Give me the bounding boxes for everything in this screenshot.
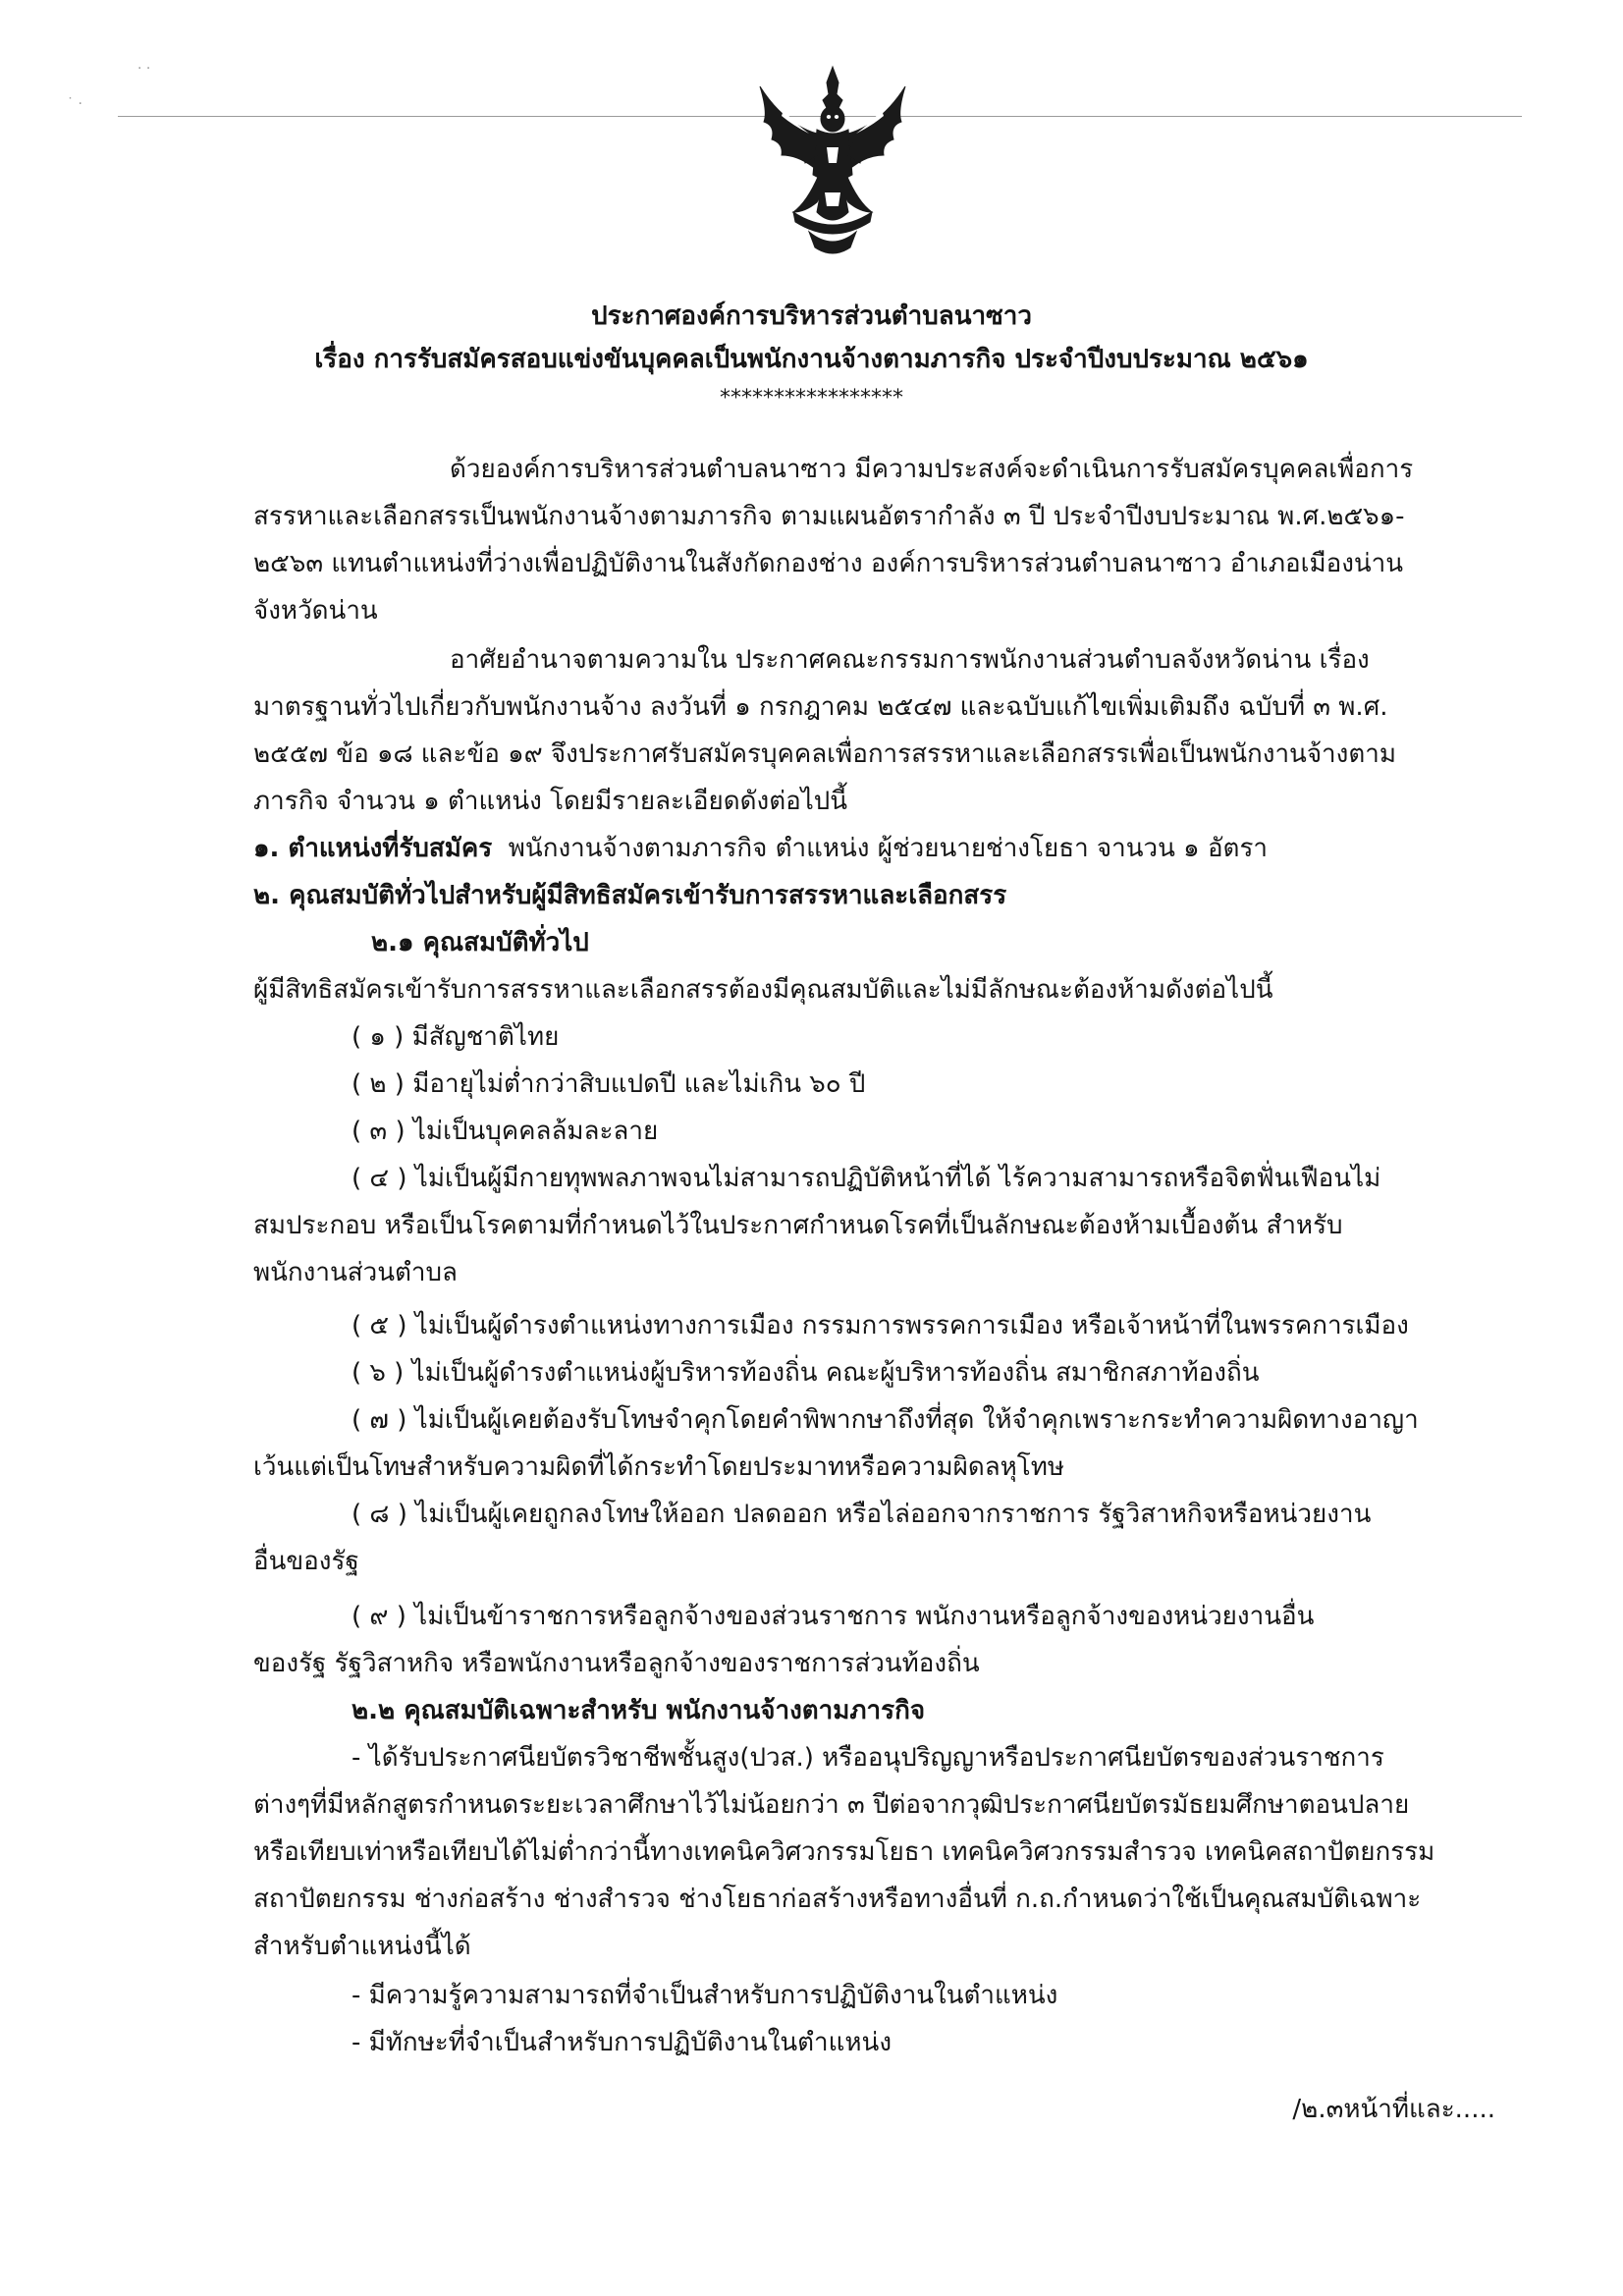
intro-p2-line: มาตรฐานทั่วไปเกี่ยวกับพนักงานจ้าง ลงวันที่ ๑ กรกฎาคม ๒๕๔๗ และฉบับแก้ไขเพิ่มเติมถึง ฉบับที่ ๓ พ.ศ. <box>253 692 1388 722</box>
section-2-1-heading: ๒.๑ คุณสมบัติทั่วไป <box>371 928 589 957</box>
announcement-title: ประกาศองค์การบริหารส่วนตำบลนาซาว <box>591 301 1032 331</box>
section-1-text: พนักงานจ้างตามภารกิจ ตำแหน่ง ผู้ช่วยนายช่างโยธา จานวน ๑ อัตรา <box>508 834 1269 863</box>
announcement-subject: เรื่อง การรับสมัครสอบแข่งขันบุคคลเป็นพนักงานจ้างตามภารกิจ ประจำปีงบประมาณ ๒๕๖๑ <box>314 345 1309 374</box>
qualification-item: ( ๗ ) ไม่เป็นผู้เคยต้องรับโทษจำคุกโดยคำพิพากษาถึงที่สุด ให้จำคุกเพราะกระทำความผิดทางอาญา <box>352 1405 1419 1435</box>
qualification-item-cont: ของรัฐ รัฐวิสาหกิจ หรือพนักงานหรือลูกจ้างของราชการส่วนท้องถิ่น <box>253 1649 980 1678</box>
scan-speck: · · <box>137 61 151 77</box>
section-2-1-intro: ผู้มีสิทธิสมัครเข้ารับการสรรหาและเลือกสรรต้องมีคุณสมบัติและไม่มีลักษณะต้องห้ามดังต่อไปนี้ <box>253 975 1273 1005</box>
qualification-item: ( ๖ ) ไม่เป็นผู้ดำรงตำแหน่งผู้บริหารท้องถิ่น คณะผู้บริหารท้องถิ่น สมาชิกสภาท้องถิ่น <box>352 1358 1260 1388</box>
section-2-heading: ๒. คุณสมบัติทั่วไปสำหรับผู้มีสิทธิสมัครเข้ารับการสรรหาและเลือกสรร <box>253 881 1007 910</box>
garuda-emblem-icon <box>754 65 911 261</box>
specific-qualification-line: - มีความรู้ความสามารถที่จำเป็นสำหรับการปฏิบัติงานในตำแหน่ง <box>352 1981 1058 2010</box>
continued-marker: /๒.๓หน้าที่และ..... <box>1292 2095 1495 2124</box>
specific-qualification-line: สถาปัตยกรรม ช่างก่อสร้าง ช่างสำรวจ ช่างโยธาก่อสร้างหรือทางอื่นที่ ก.ถ.กำหนดว่าใช้เป็นคุณสมบัติเฉพาะ <box>253 1885 1422 1914</box>
title-separator: ***************** <box>720 386 903 410</box>
intro-p1-line: ๒๕๖๓ แทนตำแหน่งที่ว่างเพื่อปฏิบัติงานในสังกัดกองช่าง องค์การบริหารส่วนตำบลนาซาว อำเภอเมืองน่าน <box>253 549 1404 578</box>
specific-qualification-line: สำหรับตำแหน่งนี้ได้ <box>253 1932 471 1961</box>
specific-qualification-line: ต่างๆที่มีหลักสูตรกำหนดระยะเวลาศึกษาไว้ไม่น้อยกว่า ๓ ปีต่อจากวุฒิประกาศนียบัตรมัธยมศึกษาตอนปลาย <box>253 1790 1410 1820</box>
qualification-item: ( ๓ ) ไม่เป็นบุคคลล้มละลาย <box>352 1117 659 1146</box>
intro-p1-line: สรรหาและเลือกสรรเป็นพนักงานจ้างตามภารกิจ ตามแผนอัตรากำลัง ๓ ปี ประจำปีงบประมาณ พ.ศ.๒๕๖๑- <box>253 502 1405 531</box>
qualification-item: ( ๔ ) ไม่เป็นผู้มีกายทุพพลภาพจนไม่สามารถปฏิบัติหน้าที่ได้ ไร้ความสามารถหรือจิตฟั่นเฟือนไม่ <box>352 1164 1381 1193</box>
intro-p2-line: ๒๕๕๗ ข้อ ๑๘ และข้อ ๑๙ จึงประกาศรับสมัครบุคคลเพื่อการสรรหาและเลือกสรรเพื่อเป็นพนักงานจ้างตาม <box>253 739 1396 769</box>
qualification-item: ( ๙ ) ไม่เป็นข้าราชการหรือลูกจ้างของส่วนราชการ พนักงานหรือลูกจ้างของหน่วยงานอื่น <box>352 1602 1315 1631</box>
qualification-item-cont: สมประกอบ หรือเป็นโรคตามที่กำหนดไว้ในประกาศกำหนดโรคที่เป็นลักษณะต้องห้ามเบื้องต้น สำหรับ <box>253 1211 1343 1240</box>
intro-p1-line: ด้วยองค์การบริหารส่วนตำบลนาซาว มีความประสงค์จะดำเนินการรับสมัครบุคคลเพื่อการ <box>450 455 1414 484</box>
qualification-item: ( ๑ ) มีสัญชาติไทย <box>352 1022 560 1052</box>
scan-speck: ˙ · <box>67 96 82 112</box>
qualification-item: ( ๘ ) ไม่เป็นผู้เคยถูกลงโทษให้ออก ปลดออก หรือไล่ออกจากราชการ รัฐวิสาหกิจหรือหน่วยงาน <box>352 1500 1372 1529</box>
intro-p2-line: อาศัยอำนาจตามความใน ประกาศคณะกรรมการพนักงานส่วนตำบลจังหวัดน่าน เรื่อง <box>450 645 1370 675</box>
intro-p2-line: ภารกิจ จำนวน ๑ ตำแหน่ง โดยมีรายละเอียดดังต่อไปนี้ <box>253 787 848 816</box>
qualification-item: ( ๒ ) มีอายุไม่ต่ำกว่าสิบแปดปี และไม่เกิน ๖๐ ปี <box>352 1069 866 1099</box>
qualification-item-cont: พนักงานส่วนตำบล <box>253 1258 458 1287</box>
specific-qualification-line: - มีทักษะที่จำเป็นสำหรับการปฏิบัติงานในตำแหน่ง <box>352 2028 893 2057</box>
intro-p1-line: จังหวัดน่าน <box>253 596 378 626</box>
specific-qualification-line: หรือเทียบเท่าหรือเทียบได้ไม่ต่ำกว่านี้ทางเทคนิควิศวกรรมโยธา เทคนิควิศวกรรมสำรวจ เทคนิคสถาปัตยกรรม <box>253 1837 1435 1867</box>
qualification-item: ( ๕ ) ไม่เป็นผู้ดำรงตำแหน่งทางการเมือง กรรมการพรรคการเมือง หรือเจ้าหน้าที่ในพรรคการเมือง <box>352 1311 1409 1340</box>
qualification-item-cont: เว้นแต่เป็นโทษสำหรับความผิดที่ได้กระทำโดยประมาทหรือความผิดลหุโทษ <box>253 1452 1065 1482</box>
section-1-heading: ๑. ตำแหน่งที่รับสมัคร <box>253 834 493 863</box>
qualification-item-cont: อื่นของรัฐ <box>253 1547 359 1576</box>
specific-qualification-line: - ได้รับประกาศนียบัตรวิชาชีพชั้นสูง(ปวส.) หรืออนุปริญญาหรือประกาศนียบัตรของส่วนราชการ <box>352 1743 1384 1773</box>
section-2-2-heading: ๒.๒ คุณสมบัติเฉพาะสำหรับ พนักงานจ้างตามภารกิจ <box>352 1696 926 1725</box>
section-1 <box>253 829 1268 868</box>
